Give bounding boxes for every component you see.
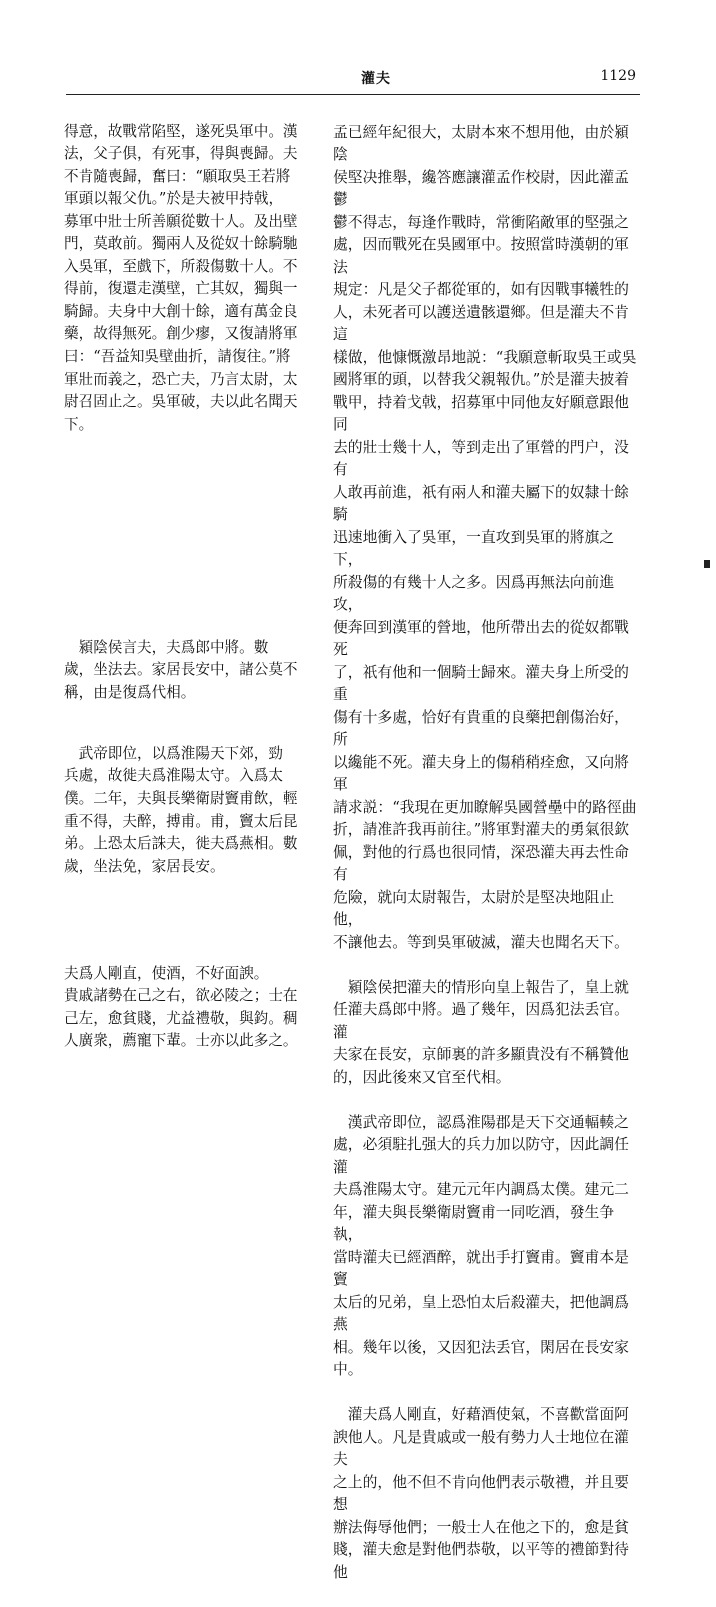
- page-edge-mark: [704, 560, 710, 568]
- original-text-column: [64, 98, 330, 1076]
- translation-paragraph-1: 孟已經年紀很大，太尉本來不想用他，由於潁陰 侯堅决推舉，纔答應讓灌孟作校尉，因此灌孟鬱 鬱不得志，每逢作戰時，常衝陷敵軍的堅强之 處，因而戰死在吳國軍中。按照當時漢朝的軍法 規定：凡是父子都從軍的，如有因戰事犧牲的 人，未死者可以護送遺骸還鄉。但是灌夫不肯這 樣做，他慷慨激昂地説：“我願意斬取吳王或吳 國將軍的頭，以替我父親報仇。”於是灌夫披着 戰甲，持着戈戟，招募軍中同他友好願意跟他同 去的壯士幾十人，等到走出了軍營的門户，没有 人敢再前進，祇有兩人和灌夫屬下的奴隸十餘騎 迅速地衝入了吳軍，一直攻到吳軍的將旗之下， 所殺傷的有幾十人之多。因爲再無法向前進攻， 便奔回到漢軍的營地，他所帶出去的從奴都戰死 了，祇有他和一個騎士歸來。灌夫身上所受的重 傷有十多處，恰好有貴重的良藥把創傷治好，所 以纔能不死。灌夫身上的傷稍稍痊愈，又向將軍 請求説：“我現在更加瞭解吳國營壘中的路徑曲 折，請准許我再前往。”將軍對灌夫的勇氣很欽 佩，對他的行爲也很同情，深恐灌夫再去性命有 危險，就向太尉報告，太尉於是堅决地阻止他， 不讓他去。等到吳軍破滅，灌夫也聞名天下。: [333, 123, 637, 951]
- original-paragraph-3: 武帝即位，以爲淮陽天下郊，勁 兵處，故徙夫爲淮陽太守。入爲太 僕。二年，夫與長樂衛尉竇甫飲，輕 重不得，夫醉，搏甫。甫，竇太后昆 弟。上恐太后誅夫，徙夫爲燕相。數 歲，坐法免，家居長安。: [64, 744, 298, 875]
- translation-paragraph-2: 潁陰侯把灌夫的情形向皇上報告了，皇上就 任灌夫爲郎中將。過了幾年，因爲犯法丢官。灌 夫家在長安，京師裏的許多顯貴没有不稱贊他 的，因此後來又官至代相。: [333, 978, 629, 1086]
- original-paragraph-2: 潁陰侯言夫，夫爲郎中將。數 歲，坐法去。家居長安中，諸公莫不 稱，由是復爲代相。: [64, 638, 298, 701]
- running-title: 灌夫: [361, 71, 391, 87]
- page-header: [66, 66, 640, 95]
- original-paragraph-4: 夫爲人剛直，使酒，不好面諛。 貴戚諸勢在己之右，欲必陵之；士在 己左，愈貧賤，尤益禮敬，與鈞。稠 人廣衆，薦寵下輩。士亦以此多之。: [64, 964, 298, 1050]
- translation-paragraph-3: 漢武帝即位，認爲淮陽郡是天下交通輻輳之 處，必須駐扎强大的兵力加以防守，因此調任灌 夫爲淮陽太守。建元元年内調爲太僕。建元二 年，灌夫與長樂衛尉竇甫一同吃酒，發生争執， 當時灌夫已經酒醉，就出手打竇甫。竇甫本是竇 太后的兄弟，皇上恐怕太后殺灌夫，把他調爲燕 相。幾年以後，又因犯法丢官，閑居在長安家 中。: [333, 1113, 629, 1378]
- translation-paragraph-4: 灌夫爲人剛直，好藉酒使氣，不喜歡當面阿 諛他人。凡是貴戚或一般有勢力人士地位在灌夫 之上的，他不但不肯向他們表示敬禮，并且要想 辦法侮辱他們；一般士人在他之下的，愈是貧 賤，灌夫愈是對他們恭敬，以平等的禮節對待他: [333, 1406, 629, 1581]
- original-paragraph-1: 得意，故戰常陷堅，遂死吳軍中。漢 法，父子俱，有死事，得與喪歸。夫 不肯隨喪歸，奮曰：“願取吳王若將 軍頭以報父仇。”於是夫被甲持戟， 募軍中壯士所善願從數十人。及出壁 門，莫敢前。獨兩人及從奴十餘騎馳 入吳軍，至戲下，所殺傷數十人。不 得前，復還走漢壁，亡其奴，獨與一 騎歸。夫身中大創十餘，適有萬金良 藥，故得無死。創少瘳，又復請將軍 曰：“吾益知吳壁曲折，請復往。”將 軍壯而義之，恐亡夫，乃言太尉，太 尉召固止之。吳軍破，夫以此名聞天 下。: [64, 122, 298, 433]
- page-number: 1129: [600, 68, 636, 84]
- translation-column: [333, 99, 642, 1607]
